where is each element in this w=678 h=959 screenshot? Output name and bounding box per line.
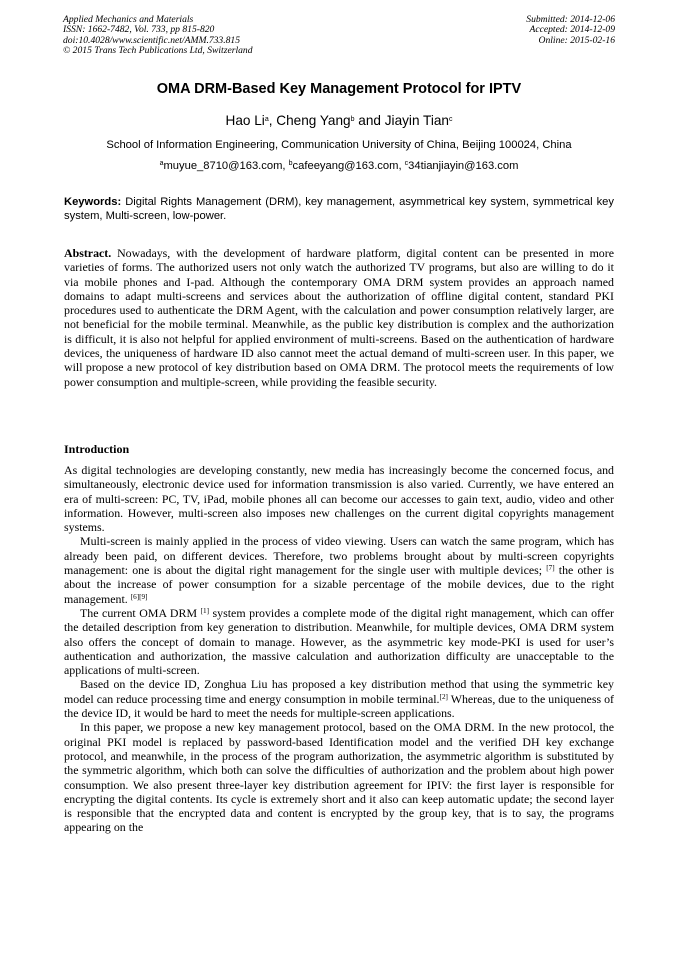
author-name: Hao Li bbox=[225, 113, 265, 128]
email-address: cafeeyang@163.com, bbox=[292, 160, 405, 172]
paragraph-text: system provides a complete mode of the digital right management, which can offer the detailed description from key generation to distribution. Meanwhile, for multiple devices, OMA DRM system also offers the concept of domain to manage. However, as the asymmetric key mode-PKI is used for user’s authentication and authorization, the massive calculation and authorization difficulty are unacceptable to the applications of multi-screen. bbox=[64, 605, 614, 678]
author-list bbox=[0, 112, 678, 129]
paper-title: OMA DRM-Based Key Management Protocol for IPTV bbox=[156, 81, 522, 97]
paragraph bbox=[64, 677, 614, 720]
paragraph-text: The current OMA DRM bbox=[80, 605, 198, 620]
author-name: Cheng Yang bbox=[276, 113, 351, 128]
journal-copyright: © 2015 Trans Tech Publications Ltd, Switzerland bbox=[63, 45, 253, 57]
paragraph-text: Based on the device ID, Zonghua Liu has proposed a key distribution method that using the symmetric key model can reduce processing time and energy consumption in mobile terminal. bbox=[64, 677, 614, 706]
abstract-block bbox=[64, 246, 614, 389]
paragraph: In this paper, we propose a new key management protocol, based on the OMA DRM. In the new protocol, the original PKI model is replaced by password-based Identification model and the verified DH key exchange protocol, and meanwhile, in the process of the program authorization, the asymmetric algorithm is substituted by the symmetric algorithm, which both can solve the difficulties of authorization and the problem about high power consumption. We also present three-layer key distribution agreement for IPIV: the first layer is responsible for encrypting the digital contents. Its cycle is extremely short and it also can keep automatic update; the second layer is responsible that the encrypted data and content is encrypted by the group key, that is to say, the programs appearing on the bbox=[64, 720, 614, 835]
journal-name: Applied Mechanics and Materials bbox=[63, 14, 194, 25]
abstract-label: Abstract. bbox=[64, 246, 112, 260]
email-address: 34tianjiayin@163.com bbox=[408, 160, 519, 172]
email-mark: b bbox=[288, 160, 293, 167]
affiliation: School of Information Engineering, Communication University of China, Beijing 100024, China bbox=[106, 139, 572, 151]
submitted-date: Submitted: 2014-12-06 bbox=[526, 14, 615, 25]
citation-ref: [1] bbox=[200, 606, 209, 615]
citation-ref: [2] bbox=[439, 692, 448, 701]
journal-doi: doi:10.4028/www.scientific.net/AMM.733.815 bbox=[63, 34, 241, 46]
email-address: muyue_8710@163.com, bbox=[163, 160, 289, 172]
citation-ref: [7] bbox=[546, 564, 555, 573]
author-mark: c bbox=[448, 116, 453, 123]
citation-ref: [6][9] bbox=[130, 592, 148, 601]
accepted-date: Accepted: 2014-12-09 bbox=[529, 24, 615, 36]
keywords-block bbox=[64, 195, 614, 223]
keywords-text: Digital Rights Management (DRM), key management, asymmetrical key system, symmetrical key system, Multi-screen, low-power. bbox=[64, 196, 614, 223]
online-date: Online: 2015-02-16 bbox=[538, 34, 615, 46]
section-heading-introduction: Introduction bbox=[64, 442, 130, 456]
introduction-body bbox=[64, 463, 614, 835]
paragraph-text: Whereas, due to the uniqueness of the device ID, it would be hard to meet the needs for multiple-screen applications. bbox=[64, 691, 614, 721]
paragraph-text: the other is about the increase of power consumption for a sizable percentage of the mobile devices, due to the right management. bbox=[64, 563, 614, 606]
author-mark: a bbox=[264, 116, 269, 123]
email-mark: a bbox=[159, 160, 164, 167]
author-mark: b bbox=[350, 116, 355, 123]
paragraph bbox=[64, 606, 614, 677]
journal-info bbox=[63, 15, 253, 57]
paragraph: As digital technologies are developing constantly, new media has increasingly become the concerned focus, and simultaneously, electronic device used for information transmission is also varied. Currently, we have entered an era of multi-screen: PC, TV, iPad, mobile phones all can become our accesses to gain text, audio, video and other information. However, multi-screen also imposes new challenges on the current digital copyrights management systems. bbox=[64, 463, 614, 535]
paragraph-text: Multi-screen is mainly applied in the process of video viewing. Users can watch the same program, which has already been paid, on different devices. Therefore, two problems brought about by multi-screen copyrights management: one is about the digital right management for the single user with multiple devices; bbox=[64, 534, 614, 578]
journal-issn: ISSN: 1662-7482, Vol. 733, pp 815-820 bbox=[63, 24, 215, 36]
author-emails bbox=[0, 159, 678, 173]
author-separator: and bbox=[354, 113, 385, 128]
submission-dates bbox=[526, 15, 615, 46]
paragraph bbox=[64, 534, 614, 605]
keywords-label: Keywords: bbox=[64, 196, 122, 208]
author-separator: , bbox=[268, 113, 277, 128]
author-name: Jiayin Tian bbox=[384, 113, 449, 128]
abstract-text: Nowadays, with the development of hardware platform, digital content can be presented in more varieties of forms. The authorized users not only watch the authorized TV programs, but also are willing to do it via mobile phones and I-pad. Although the contemporary OMA DRM system provides an approach named domains to adapt multi-screens and services about the authorization of offline digital content, standard PKI procedures used to authenticate the DRM Agent, with the calculation and power consumption relatively larger, are not beneficial for the mobile terminal. Meanwhile, as the public key distribution is complex and the authorization is difficult, it is also not helpful for applied environment of multi-screens. Based on the authentication of hardware devices, the uniqueness of hardware ID also cannot meet the actual demand of multi-screen user. In this paper, we will propose a new protocol of key distribution based on OMA DRM. The protocol meets the requirements of low power consumption and multiple-screen, while providing the feasible security. bbox=[64, 246, 614, 389]
email-mark: c bbox=[404, 160, 409, 167]
